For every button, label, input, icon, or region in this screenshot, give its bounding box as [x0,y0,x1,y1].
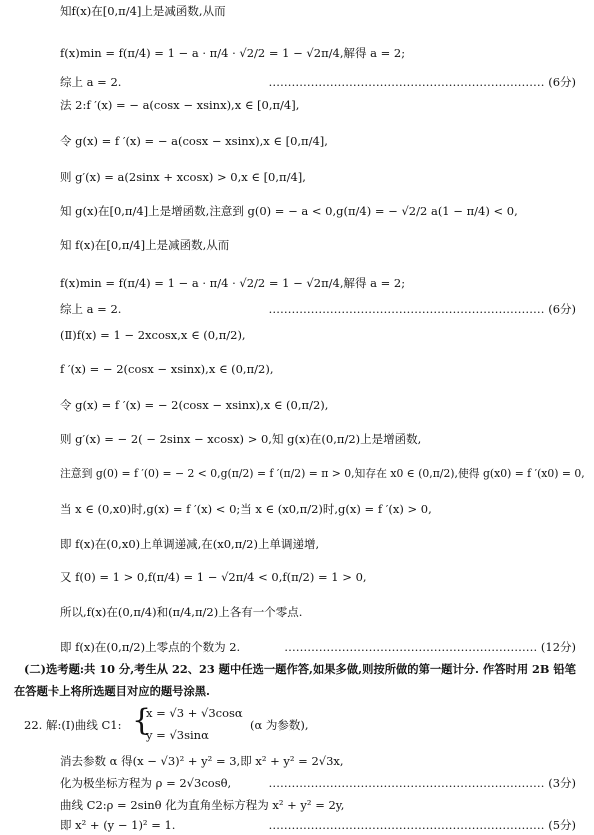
q22-param: (α 为参数), [250,718,309,732]
line-13: 令 g(x) = f ′(x) = − 2(cosx − xsinx),x ∈ (0,π/2), [60,398,329,412]
line-10: 综上 a = 2. [60,302,122,316]
line-3: 综上 a = 2. [60,75,122,89]
score-3: ……………………………………………………………… (3分) [268,776,576,790]
line-14: 则 g′(x) = − 2( − 2sinx − xcosx) > 0,知 g(x)在(0,π/2)上是增函数, [60,432,422,446]
q22-eq1: x = √3 + √3cosα [146,706,243,720]
line-11: (Ⅱ)f(x) = 1 − 2xcosx,x ∈ (0,π/2), [60,328,246,342]
line-6: 则 g′(x) = a(2sinx + xcosx) > 0,x ∈ [0,π/4], [60,170,306,184]
line-5: 令 g(x) = f ′(x) = − a(cosx − xsinx),x ∈ [0,π/4], [60,134,328,148]
q22-line-4: 即 x² + (y − 1)² = 1. [60,818,176,832]
section-heading-2: 在答题卡上将所选题目对应的题号涂黑. [14,684,210,698]
line-16: 当 x ∈ (0,x0)时,g(x) = f ′(x) < 0;当 x ∈ (x0,π/2)时,g(x) = f ′(x) > 0, [60,502,432,516]
q22-label: 22. 解:(Ⅰ)曲线 C1: [24,718,122,732]
line-17: 即 f(x)在(0,x0)上单调递减,在(x0,π/2)上单调递增, [60,537,320,551]
q22-brace: { [132,703,152,738]
score-5: ……………………………………………………………… (5分) [268,818,576,832]
line-4: 法 2:f ′(x) = − a(cosx − xsinx),x ∈ [0,π/4], [60,98,300,112]
q22-line-2: 化为极坐标方程为 ρ = 2√3cosθ, [60,776,232,790]
line-2: f(x)min = f(π/4) = 1 − a · π/4 · √2/2 = 1 − √2π/4,解得 a = 2; [60,46,406,60]
q22-line-3: 曲线 C2:ρ = 2sinθ 化为直角坐标方程为 x² + y² = 2y, [60,798,345,812]
line-19: 所以,f(x)在(0,π/4)和(π/4,π/2)上各有一个零点. [60,605,303,619]
section-heading-1: (二)选考题:共 10 分,考生从 22、23 题中任选一题作答,如果多做,则按所做的第一题计分. 作答时用 2B 铅笔 [24,662,576,676]
line-8: 知 f(x)在[0,π/4]上是减函数,从而 [60,238,230,252]
q22-line-1: 消去参数 α 得(x − √3)² + y² = 3,即 x² + y² = 2√3x, [60,754,344,768]
score-6b: ……………………………………………………………… (6分) [268,302,576,316]
score-12: ………………………………………………………… (12分) [284,640,576,654]
line-12: f ′(x) = − 2(cosx − xsinx),x ∈ (0,π/2), [60,362,274,376]
line-18: 又 f(0) = 1 > 0,f(π/4) = 1 − √2π/4 < 0,f(π/2) = 1 > 0, [60,570,367,584]
score-6a: ……………………………………………………………… (6分) [268,75,576,89]
line-20: 即 f(x)在(0,π/2)上零点的个数为 2. [60,640,241,654]
line-7: 知 g(x)在[0,π/4]上是增函数,注意到 g(0) = − a < 0,g(π/4) = − √2/2 a(1 − π/4) < 0, [60,204,518,218]
line-1: 知f(x)在[0,π/4]上是减函数,从而 [60,4,226,18]
q22-eq2: y = √3sinα [146,728,209,742]
line-9: f(x)min = f(π/4) = 1 − a · π/4 · √2/2 = 1 − √2π/4,解得 a = 2; [60,276,406,290]
line-15: 注意到 g(0) = f ′(0) = − 2 < 0,g(π/2) = f ′(π/2) = π > 0,知存在 x0 ∈ (0,π/2),使得 g(x0) = f ′(x0) = 0, [60,467,585,480]
